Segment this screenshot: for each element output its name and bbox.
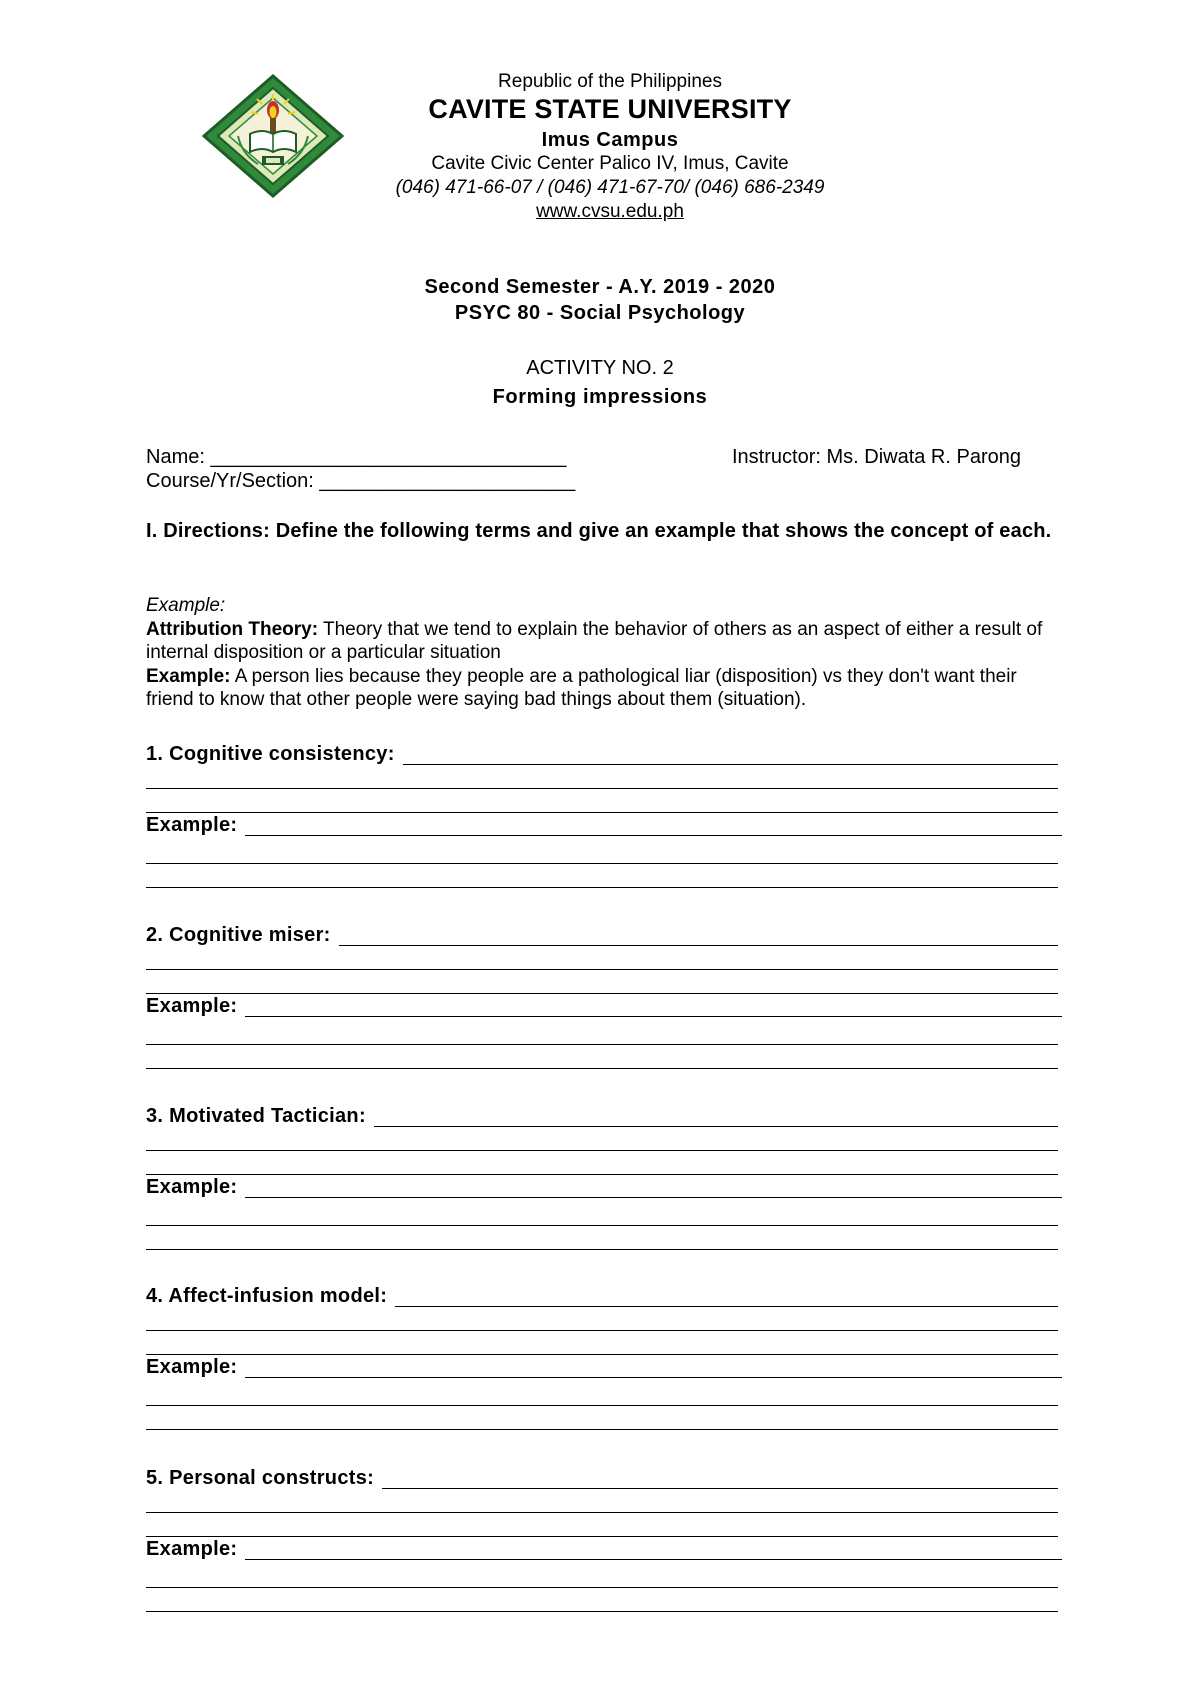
- university-header: [350, 72, 870, 226]
- question-label-row: [146, 1466, 374, 1490]
- definition-answer-line[interactable]: [146, 1150, 1058, 1151]
- phone-numbers: (046) 471-66-07 / (046) 471-67-70/ (046) 686-2349: [395, 177, 825, 198]
- question-term-label: 4. Affect-infusion model:: [146, 1285, 388, 1307]
- definition-answer-line[interactable]: [146, 1330, 1058, 1331]
- university-name: CAVITE STATE UNIVERSITY: [428, 94, 792, 124]
- definition-answer-line[interactable]: [382, 1488, 1058, 1489]
- question-example-label: Example:: [146, 1176, 238, 1198]
- example-answer-line[interactable]: [146, 1068, 1058, 1069]
- example-answer-line[interactable]: [245, 835, 1062, 836]
- sample-example-label: Example:: [146, 665, 231, 687]
- definition-answer-line[interactable]: [146, 993, 1058, 994]
- question-example-label: Example:: [146, 1356, 238, 1378]
- example-answer-line[interactable]: [146, 1044, 1058, 1045]
- course-section-field[interactable]: Course/Yr/Section: _______________________: [146, 470, 576, 492]
- definition-answer-line[interactable]: [339, 945, 1058, 946]
- sample-example: [146, 665, 1066, 712]
- sample-term: [146, 618, 1066, 665]
- course-title: PSYC 80 - Social Psychology: [454, 302, 746, 324]
- question-term-label: 5. Personal constructs:: [146, 1467, 375, 1489]
- example-label-row: [146, 813, 237, 837]
- example-label-row: [146, 994, 237, 1018]
- example-answer-line[interactable]: [146, 1225, 1058, 1226]
- question-term-label: 2. Cognitive miser:: [146, 924, 331, 946]
- example-answer-line[interactable]: [245, 1377, 1062, 1378]
- question-example-label: Example:: [146, 814, 238, 836]
- example-answer-line[interactable]: [245, 1016, 1062, 1017]
- definition-answer-line[interactable]: [374, 1126, 1058, 1127]
- example-answer-line[interactable]: [245, 1559, 1062, 1560]
- definition-answer-line[interactable]: [146, 969, 1058, 970]
- definition-answer-line[interactable]: [395, 1306, 1058, 1307]
- example-answer-line[interactable]: [146, 863, 1058, 864]
- question-example-label: Example:: [146, 1538, 238, 1560]
- example-label-row: [146, 1355, 237, 1379]
- sample-term-text: Theory that we tend to explain the behavior of others as an aspect of either a result of internal disposition or a particular situation: [146, 618, 1043, 663]
- example-answer-line[interactable]: [146, 1405, 1058, 1406]
- sample-example-text: A person lies because they people are a pathological liar (disposition) vs they don't want their friend to know that other people were saying bad things about them (situation).: [146, 665, 1017, 710]
- definition-answer-line[interactable]: [403, 764, 1058, 765]
- question-label-row: [146, 1284, 387, 1308]
- definition-answer-line[interactable]: [146, 1174, 1058, 1175]
- directions-text: I. Directions: Define the following terms and give an example that shows the concept of each.: [146, 520, 1052, 542]
- instructor-line: Instructor: Ms. Diwata R. Parong: [732, 446, 1021, 468]
- example-answer-line[interactable]: [146, 1587, 1058, 1588]
- sample-example-block: [146, 594, 1066, 712]
- sample-heading: Example:: [146, 595, 226, 616]
- website-link[interactable]: www.cvsu.edu.ph: [536, 201, 684, 222]
- semester-line: Second Semester - A.Y. 2019 - 2020: [424, 276, 776, 298]
- activity-number: ACTIVITY NO. 2: [526, 357, 674, 379]
- example-answer-line[interactable]: [146, 1429, 1058, 1430]
- example-label-row: [146, 1537, 237, 1561]
- sample-term-label: Attribution Theory:: [146, 618, 319, 640]
- definition-answer-line[interactable]: [146, 1354, 1058, 1355]
- definition-answer-line[interactable]: [146, 812, 1058, 813]
- question-term-label: 3. Motivated Tactician:: [146, 1105, 366, 1127]
- example-answer-line[interactable]: [146, 1249, 1058, 1250]
- activity-title: Forming impressions: [492, 386, 708, 408]
- example-answer-line[interactable]: [245, 1197, 1062, 1198]
- cvsu-seal-logo: [202, 74, 344, 198]
- question-label-row: [146, 742, 395, 766]
- definition-answer-line[interactable]: [146, 1512, 1058, 1513]
- question-label-row: [146, 923, 331, 947]
- definition-answer-line[interactable]: [146, 788, 1058, 789]
- example-answer-line[interactable]: [146, 1611, 1058, 1612]
- question-example-label: Example:: [146, 995, 238, 1017]
- campus-address: Cavite Civic Center Palico IV, Imus, Cavite: [431, 153, 789, 174]
- example-label-row: [146, 1175, 237, 1199]
- question-label-row: [146, 1104, 366, 1128]
- definition-answer-line[interactable]: [146, 1536, 1058, 1537]
- republic-line: Republic of the Philippines: [498, 71, 722, 92]
- name-field[interactable]: Name: ________________________________: [146, 446, 567, 468]
- question-term-label: 1. Cognitive consistency:: [146, 743, 395, 765]
- campus-name: Imus Campus: [541, 129, 679, 151]
- example-answer-line[interactable]: [146, 887, 1058, 888]
